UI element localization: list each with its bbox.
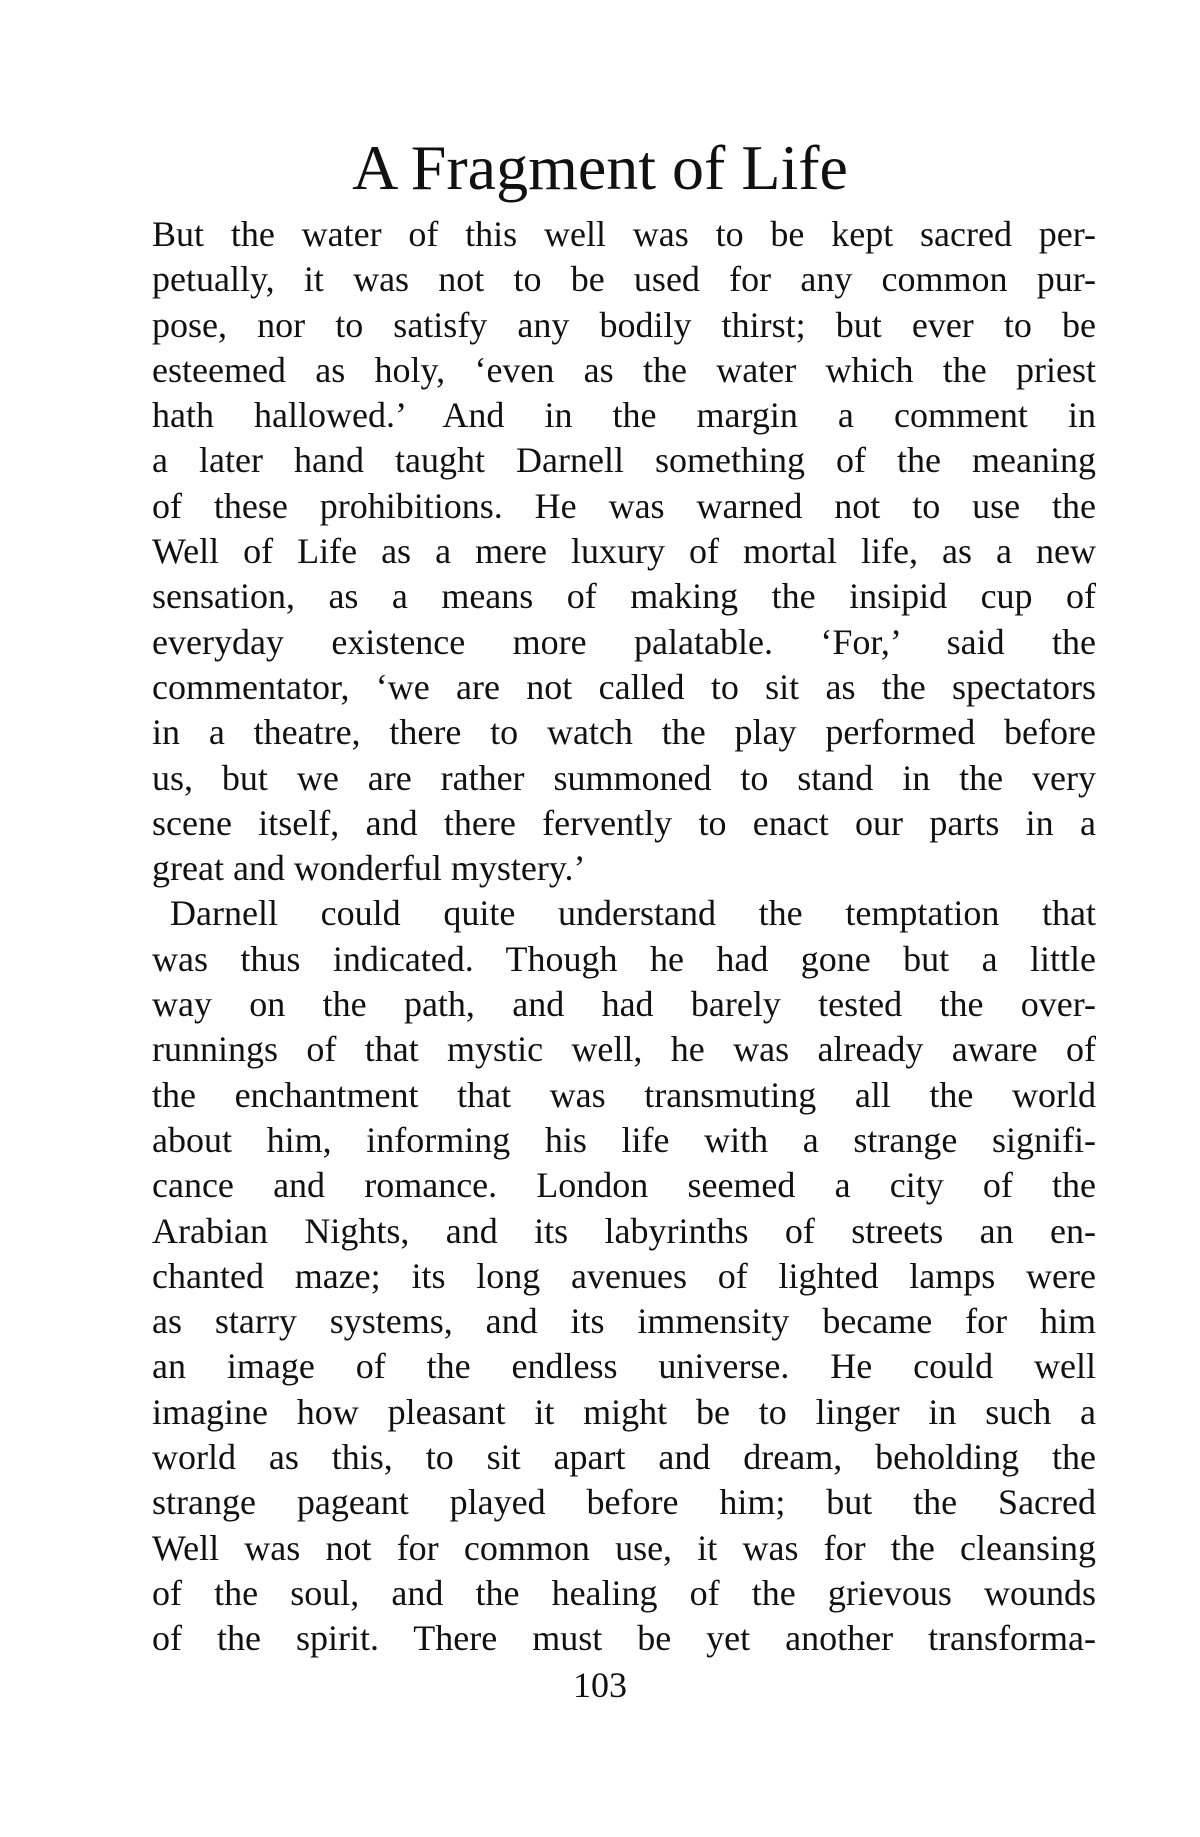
text-line: Arabian Nights, and its labyrinths of streets an en- [152, 1210, 1096, 1251]
page-number: 103 [573, 1665, 627, 1705]
text-line: us, but we are rather summoned to stand in the very [152, 757, 1096, 798]
text-line: chanted maze; its long avenues of lighted lamps were [152, 1255, 1096, 1296]
text-line: everyday existence more palatable. ‘For,’ said the [152, 621, 1096, 662]
text-line: petually, it was not to be used for any common pur- [152, 259, 1096, 300]
text-line: about him, informing his life with a strange signifi- [152, 1119, 1096, 1160]
text-line: runnings of that mystic well, he was already aware of [152, 1029, 1096, 1070]
text-line: pose, nor to satisfy any bodily thirst; but ever to be [152, 304, 1096, 345]
text-line: of the soul, and the healing of the grievous wounds [152, 1572, 1096, 1613]
text-line: Darnell could quite understand the temptation that [170, 893, 1096, 934]
page-body-text [152, 212, 1096, 1662]
text-line: an image of the endless universe. He could well [152, 1346, 1096, 1387]
text-line: commentator, ‘we are not called to sit as the spectators [152, 666, 1096, 707]
text-line: way on the path, and had barely tested the over- [152, 984, 1096, 1025]
text-line: the enchantment that was transmuting all the world [152, 1074, 1096, 1115]
text-line: esteemed as holy, ‘even as the water which the priest [152, 349, 1096, 390]
text-line: was thus indicated. Though he had gone but a little [152, 938, 1096, 979]
text-line: scene itself, and there fervently to enact our parts in a [152, 802, 1096, 843]
text-line: of the spirit. There must be yet another transforma- [152, 1618, 1096, 1659]
text-line: of these prohibitions. He was warned not to use the [152, 485, 1096, 526]
text-line: strange pageant played before him; but the Sacred [152, 1482, 1096, 1523]
text-line: cance and romance. London seemed a city of the [152, 1165, 1096, 1206]
text-line: in a theatre, there to watch the play performed before [152, 712, 1096, 753]
text-line: sensation, as a means of making the insipid cup of [152, 576, 1096, 617]
text-line: Well was not for common use, it was for the cleansing [152, 1527, 1096, 1568]
text-line: Well of Life as a mere luxury of mortal life, as a new [152, 531, 1096, 572]
text-line: hath hallowed.’ And in the margin a comment in [152, 395, 1096, 436]
text-line: great and wonderful mystery.’ [152, 848, 586, 889]
chapter-title: A Fragment of Life [352, 132, 848, 203]
text-line: a later hand taught Darnell something of the meaning [152, 440, 1096, 481]
text-line: imagine how pleasant it might be to linger in such a [152, 1391, 1096, 1432]
text-line: as starry systems, and its immensity became for him [152, 1301, 1096, 1342]
text-line: world as this, to sit apart and dream, beholding the [152, 1437, 1096, 1478]
text-line: But the water of this well was to be kept sacred per- [152, 214, 1096, 254]
